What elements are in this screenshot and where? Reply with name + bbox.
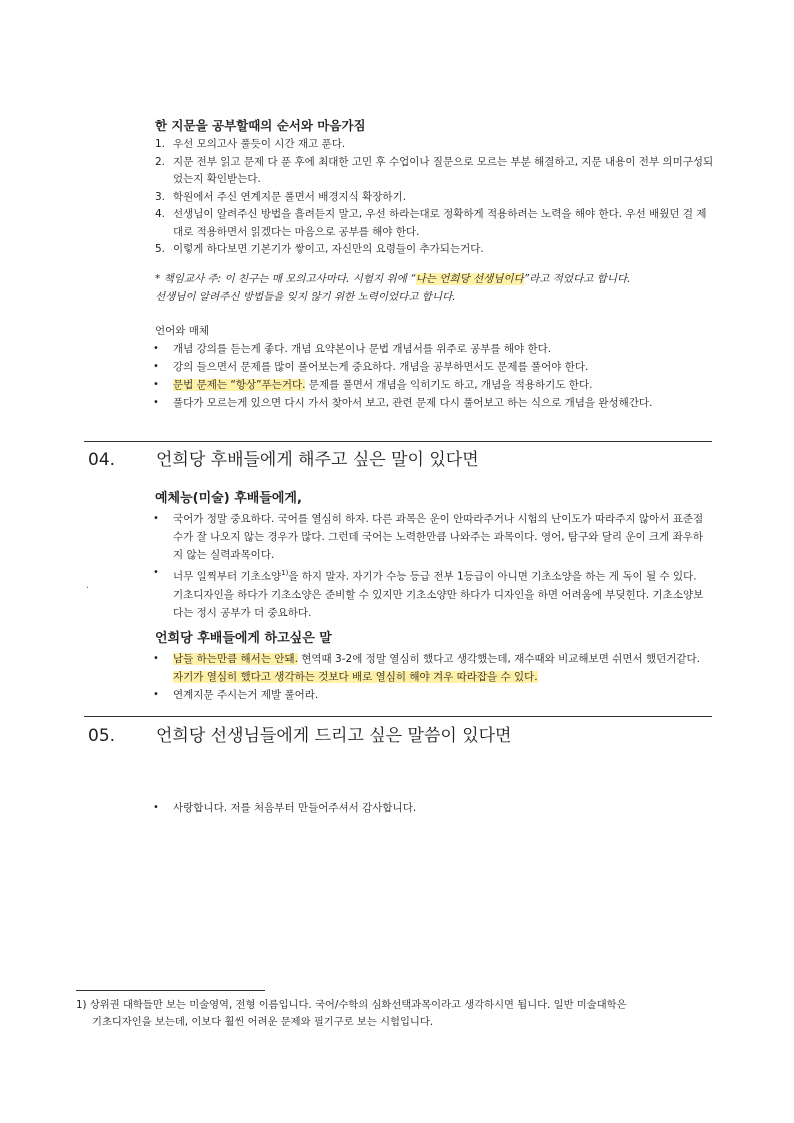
item-text: 풀다가 모르는게 있으면 다시 가서 찾아서 보고, 관련 문제 다시 풀어보고 하는 식으로 개념을 완성해간다. [173,397,653,409]
list-item [155,376,715,394]
bullet-icon: • [153,343,159,354]
section-number: 05. [88,726,116,746]
study-step [155,136,715,154]
list-item [155,340,715,358]
item-highlight: 남들 하는만큼 해서는 안돼. [173,653,298,665]
media-section [155,322,715,412]
bullet-icon: • [153,379,159,390]
step-text: 지문 전부 읽고 문제 다 푼 후에 최대한 고민 후 수업이나 질문으로 모르는 부분 해결하고, 지문 내용이 전부 의미구성되었는지 확인받는다. [173,155,714,185]
note-prefix: * 책임교사 주: 이 친구는 매 모의고사마다. 시험지 위에 “ [155,273,416,285]
list-item [155,564,707,622]
bullet-icon: • [153,361,159,372]
item-highlight: 문법 문제는 “항상”푸는거다. [173,379,306,391]
bullet-icon: • [153,802,159,813]
study-step [155,189,715,207]
list-item [155,510,707,564]
bullet-icon: • [153,513,159,524]
juniors-title: 언희당 후배들에게 하고싶은 말 [155,631,332,646]
note-highlight: 나는 언희당 선생님이다 [415,273,524,285]
media-list [155,340,715,412]
list-item [155,799,715,817]
list-item [155,358,715,376]
study-step [155,154,715,189]
section-04-heading [84,446,714,476]
study-section [155,116,715,259]
list-item [155,650,707,686]
step-number: 3. [155,190,166,203]
section-title: 언희당 후배들에게 해주고 싶은 말이 있다면 [156,450,479,470]
item-text: 현역때 3-2에 정말 열심히 했다고 생각했는데, 재수때와 비교해보면 쉬면서 했던거같다. [297,653,700,665]
section-divider [84,716,712,717]
item-text: 너무 일찍부터 기초소양 [173,570,282,583]
footnote-line1 [76,997,716,1014]
step-number: 2. [155,155,166,168]
section-number: 04. [88,450,116,470]
step-text: 선생님이 알려주신 방법을 흘려듣지 말고, 우선 하라는대로 정확하게 적용하려는 노력을 해야 한다. 우선 배웠던 걸 제대로 적용하면서 읽겠다는 마음으로 공부를 해야 한다. [173,208,707,238]
bullet-icon: • [153,397,159,408]
teacher-note-line1 [155,270,715,288]
item-text: 사랑합니다. 저를 처음부터 만들어주셔서 감사합니다. [173,802,417,814]
item-text: 연계지문 주시는거 제발 풀어라. [173,689,319,701]
section-05-heading [84,722,714,752]
item-text: 개념 강의를 듣는게 좋다. 개념 요약본이나 문법 개념서를 위주로 공부를 해야 한다. [173,343,552,355]
footnote-line2: 기초디자인을 보는데, 이보다 훨씬 어려운 문제와 필기구로 보는 시험입니다. [92,1016,434,1028]
study-step [155,206,715,241]
item-text: 강의 들으면서 문제를 많이 풀어보는게 중요하다. 개념을 공부하면서도 문제를 풀어야 한다. [173,361,589,373]
step-number: 4. [155,208,166,220]
teacher-note-line2: 선생님이 알려주신 방법들을 잊지 않기 위한 노력이었다고 합니다. [155,291,456,303]
item-text: 문제를 풀면서 개념을 익히기도 하고, 개념을 적용하기도 한다. [305,379,593,391]
bullet-icon: • [153,653,159,664]
arts-title: 예체능(미술) 후배들에게, [155,491,302,506]
arts-list [155,510,707,622]
media-title: 언어와 매체 [155,325,210,337]
teachers-section [155,799,715,817]
item-text: 국어가 정말 중요하다. 국어를 열심히 하자. 다른 과목은 운이 안따라주거나 시험의 난이도가 따라주지 않아서 표준점수가 잘 나오지 않는 경우가 많다. 그런데 국어는 노력한만큼 나와주는 과목이다. 영어, 탐구와 달리 운이 크게 좌우하지 않는 실력과목이다. [173,513,704,561]
juniors-section [155,628,707,704]
step-number: 1. [155,138,166,150]
section-divider [84,441,712,442]
step-text: 우선 모의고사 풀듯이 시간 재고 푼다. [173,138,346,150]
step-number: 5. [155,243,166,255]
study-step [155,241,715,259]
list-item [155,686,707,704]
juniors-list [155,650,707,704]
footnote [76,997,716,1031]
item-highlight: 자기가 열심히 했다고 생각하는 것보다 배로 열심히 해야 겨우 따라잡을 수 있다. [173,671,538,683]
teacher-note [155,270,715,306]
bullet-icon: • [153,567,159,578]
study-title: 한 지문을 공부할때의 순서와 마음가짐 [155,118,366,133]
footnote-text: 상위권 대학들만 보는 미술영역, 전형 이름입니다. 국어/수학의 심화선택과목이라고 생각하시면 됩니다. 일반 미술대학은 [89,999,627,1011]
footnote-ref[interactable]: 1) [281,569,289,577]
footnote-divider [76,990,265,991]
arts-juniors-section [155,488,707,622]
note-suffix: ”라고 적었다고 합니다. [523,273,631,285]
study-steps [155,136,715,259]
step-text: 이렇게 하다보면 기본기가 쌓이고, 자신만의 요령들이 추가되는거다. [173,243,484,255]
margin-mark: . [86,581,89,591]
list-item [155,394,715,412]
section-title: 언희당 선생님들에게 드리고 싶은 말씀이 있다면 [156,726,512,746]
teachers-list [155,799,715,817]
step-text: 학원에서 주신 연계지문 풀면서 배경지식 확장하기. [173,190,407,203]
bullet-icon: • [153,689,159,700]
item-text: 을 하지 말자. 자기가 수능 등급 전부 1등급이 아니면 기초소양을 하는 게 독이 될 수 있다. 기초디자인을 하다가 기초소양은 준비할 수 있지만 기초소양만 하다가 디자인을 하면 어려움에 부딪힌다. 기초소양보다는 정시 공부가 더 중요하다. [173,570,704,619]
footnote-number: 1) [76,999,87,1011]
